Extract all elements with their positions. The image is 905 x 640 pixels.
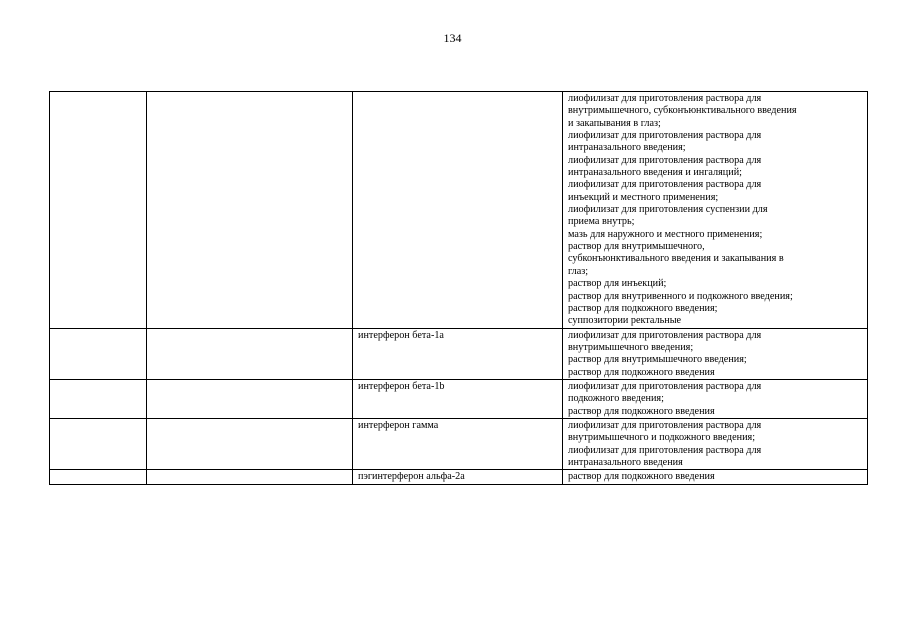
dosage-form-line: инъекций и местного применения;: [568, 191, 719, 203]
dosage-form-line: раствор для внутривенного и подкожного введения;: [568, 290, 793, 302]
atc-group-cell: [147, 379, 353, 418]
atc-code-cell: [50, 470, 147, 484]
drug-name-cell: [353, 328, 563, 379]
dosage-form-line: внутримышечного, субконъюнктивального введения: [568, 105, 797, 117]
dosage-form-line: лиофилизат для приготовления раствора для: [568, 154, 762, 166]
dosage-form-line: интраназального введения: [568, 456, 683, 468]
dosage-form-line: лиофилизат для приготовления суспензии для: [568, 204, 768, 216]
dosage-form-line: глаз;: [568, 265, 589, 277]
atc-group-cell: [147, 328, 353, 379]
dosage-form-line: лиофилизат для приготовления раствора для: [568, 93, 762, 104]
atc-group-cell: [147, 418, 353, 469]
dosage-form-line: раствор для внутримышечного,: [568, 241, 705, 253]
table-row: [50, 418, 868, 469]
drug-name-cell: [353, 470, 563, 484]
dosage-forms-cell: [563, 418, 868, 469]
atc-group-cell: [147, 92, 353, 329]
drug-name-cell: [353, 92, 563, 329]
dosage-form-line: приема внутрь;: [568, 216, 635, 228]
dosage-form-line: раствор для подкожного введения: [568, 366, 715, 378]
drug-table: [49, 91, 868, 485]
dosage-form-line: раствор для подкожного введения: [568, 405, 715, 417]
dosage-form-line: субконъюнктивального введения и закапывания в: [568, 253, 784, 265]
page-number: 134: [443, 31, 462, 45]
dosage-form-line: интраназального введения;: [568, 142, 686, 154]
atc-code-cell: [50, 328, 147, 379]
drug-name: пэгинтерферон альфа-2a: [358, 471, 465, 483]
drug-name: интерферон гамма: [358, 419, 439, 431]
dosage-form-line: лиофилизат для приготовления раствора для: [568, 419, 762, 431]
drug-name: интерферон бета-1a: [358, 329, 444, 341]
dosage-form-line: интраназального введения и ингаляций;: [568, 167, 742, 179]
dosage-form-line: мазь для наружного и местного применения;: [568, 228, 763, 240]
dosage-form-line: суппозитории ректальные: [568, 315, 682, 327]
dosage-form-line: раствор для внутримышечного введения;: [568, 354, 747, 366]
table-row: [50, 470, 868, 484]
table-row: [50, 92, 868, 329]
dosage-form-line: внутримышечного введения;: [568, 341, 694, 353]
dosage-form-line: лиофилизат для приготовления раствора для: [568, 179, 762, 191]
dosage-form-line: внутримышечного и подкожного введения;: [568, 432, 756, 444]
atc-code-cell: [50, 418, 147, 469]
atc-code-cell: [50, 92, 147, 329]
dosage-form-line: подкожного введения;: [568, 393, 664, 405]
dosage-form-line: раствор для инъекций;: [568, 278, 667, 290]
dosage-forms-cell: [563, 328, 868, 379]
drug-name-cell: [353, 418, 563, 469]
dosage-form-line: раствор для подкожного введения: [568, 471, 715, 483]
dosage-form-line: лиофилизат для приготовления раствора для: [568, 329, 762, 341]
drug-table-body: [50, 92, 868, 485]
dosage-forms-cell: [563, 92, 868, 329]
dosage-form-line: раствор для подкожного введения;: [568, 302, 718, 314]
dosage-form-line: лиофилизат для приготовления раствора для: [568, 130, 762, 142]
dosage-forms-cell: [563, 470, 868, 484]
dosage-form-line: лиофилизат для приготовления раствора для: [568, 444, 762, 456]
table-row: [50, 328, 868, 379]
drug-name-cell: [353, 379, 563, 418]
table-row: [50, 379, 868, 418]
dosage-form-line: лиофилизат для приготовления раствора для: [568, 380, 762, 392]
dosage-forms-cell: [563, 379, 868, 418]
atc-code-cell: [50, 379, 147, 418]
drug-name: интерферон бета-1b: [358, 380, 445, 392]
dosage-form-line: и закапывания в глаз;: [568, 117, 661, 129]
atc-group-cell: [147, 470, 353, 484]
